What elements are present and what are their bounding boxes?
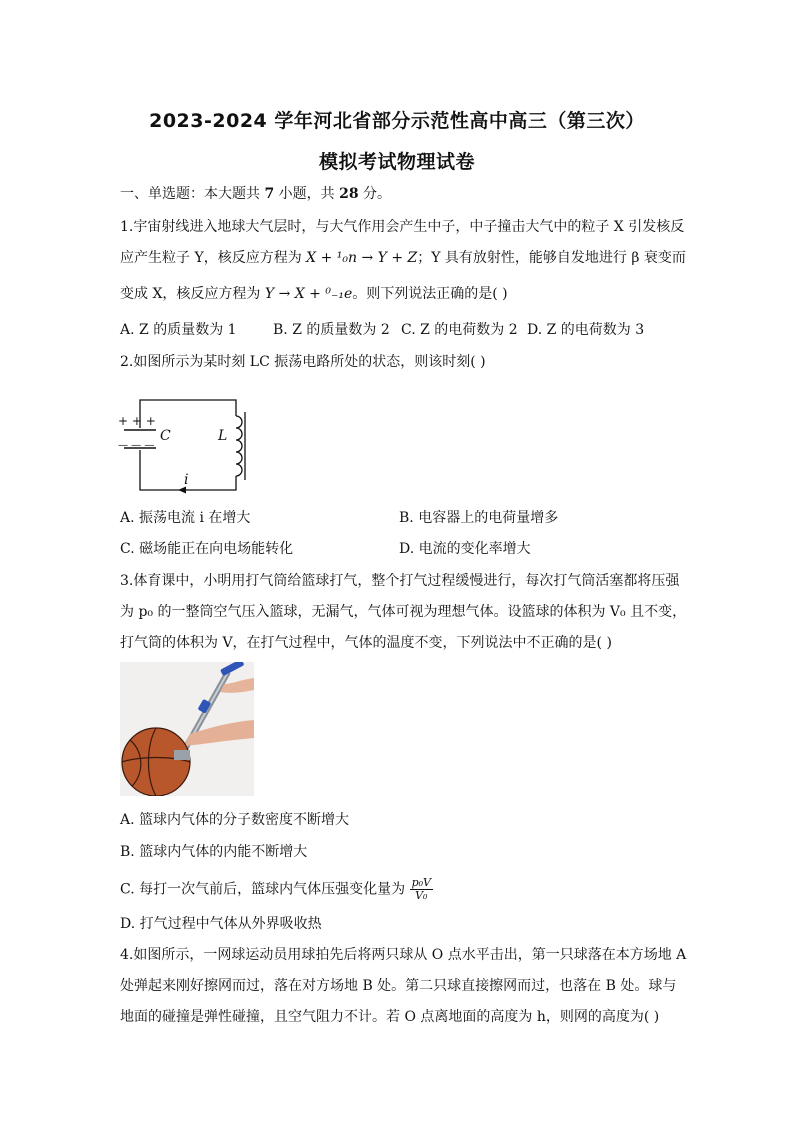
capacitor-label: C: [160, 428, 171, 444]
basketball-pump-svg: [120, 662, 254, 796]
q1-stem-line2: [120, 249, 686, 267]
current-label: i: [184, 472, 189, 488]
q1-stem-line1: 1.宇宙射线进入地球大气层时，与大气作用会产生中子，中子撞击大气中的粒子 X 引发核反: [120, 219, 685, 235]
section-text-post: 分。: [358, 186, 392, 202]
q2-stem: 2.如图所示为某时刻 LC 振荡电路所处的状态，则该时刻( ): [120, 354, 486, 370]
q3-option-a[interactable]: A. 篮球内气体的分子数密度不断增大: [120, 812, 350, 828]
basketball-pump-photo: [120, 662, 254, 796]
q1-option-b[interactable]: B. Z 的质量数为 2: [273, 322, 390, 338]
exam-title-line2: 模拟考试物理试卷: [318, 151, 475, 173]
q3-option-c-text: C. 每打一次气前后，篮球内气体压强变化量为: [120, 881, 410, 898]
q1-line3-post: 。则下列说法正确的是( ): [352, 286, 508, 302]
q1-stem-line3: [120, 285, 508, 303]
q4-stem-line2: 处弹起来刚好擦网而过，落在对方场地 B 处。第二只球直接擦网而过，也落在 B 处。球与: [120, 978, 677, 994]
q3-option-b[interactable]: B. 篮球内气体的内能不断增大: [120, 844, 308, 860]
q3-option-c-fraction: [410, 877, 433, 902]
section-text-mid: 小题，共: [274, 186, 340, 202]
section-count: 7: [264, 186, 275, 202]
q1-equation-2: Y → X + ⁰₋₁e: [264, 286, 353, 302]
q1-option-d[interactable]: D. Z 的电荷数为 3: [527, 322, 645, 338]
fraction-numerator: p₀V: [411, 876, 431, 889]
q3-stem-line1: 3.体育课中，小明用打气筒给篮球打气，整个打气过程缓慢进行，每次打气筒活塞都将压强: [120, 573, 680, 589]
q1-line2-post: ；Y 具有放射性，能够自发地进行 β 衰变而: [417, 250, 686, 266]
q1-option-a[interactable]: A. Z 的质量数为 1: [120, 322, 237, 338]
q3-option-d[interactable]: D. 打气过程中气体从外界吸收热: [120, 916, 322, 932]
section-score: 28: [339, 186, 359, 202]
q4-stem-line1: 4.如图所示，一网球运动员用球拍先后将两只球从 O 点水平击出，第一只球落在本方场地 A: [120, 947, 687, 963]
q3-stem-line3: 打气筒的体积为 V，在打气过程中，气体的温度不变，下列说法中不正确的是( ): [120, 635, 612, 651]
q2-option-c[interactable]: C. 磁场能正在向电场能转化: [120, 541, 294, 557]
q3-stem-line2: 为 p₀ 的一整筒空气压入篮球，无漏气，气体可视为理想气体。设篮球的体积为 V₀ 且不变，: [120, 604, 687, 620]
fraction-denominator: V₀: [415, 889, 428, 902]
capacitor-minus-signs: — — —: [118, 440, 155, 451]
q1-option-c[interactable]: C. Z 的电荷数为 2: [401, 322, 518, 338]
q2-option-d[interactable]: D. 电流的变化率增大: [399, 541, 531, 557]
q2-option-a[interactable]: A. 振荡电流 i 在增大: [120, 510, 251, 526]
q2-option-b[interactable]: B. 电容器上的电荷量增多: [399, 510, 559, 526]
q1-equation-1: X + ¹₀n → Y + Z: [306, 250, 418, 266]
exam-title-line1: 2023-2024 学年河北省部分示范性高中高三（第三次）: [149, 110, 645, 132]
capacitor-plus-signs: + + +: [118, 414, 156, 428]
section-heading: [120, 185, 391, 203]
q4-stem-line3: 地面的碰撞是弹性碰撞，且空气阻力不计。若 O 点离地面的高度为 h，则网的高度为( ): [120, 1009, 660, 1025]
inductor-label: L: [218, 428, 228, 444]
q3-option-c[interactable]: [120, 877, 433, 902]
section-text-pre: 一、单选题：本大题共: [120, 186, 265, 202]
lc-circuit-diagram: [118, 392, 248, 496]
q1-line3-pre: 变成 X，核反应方程为: [120, 286, 265, 302]
q1-line2-pre: 应产生粒子 Y，核反应方程为: [120, 250, 307, 266]
